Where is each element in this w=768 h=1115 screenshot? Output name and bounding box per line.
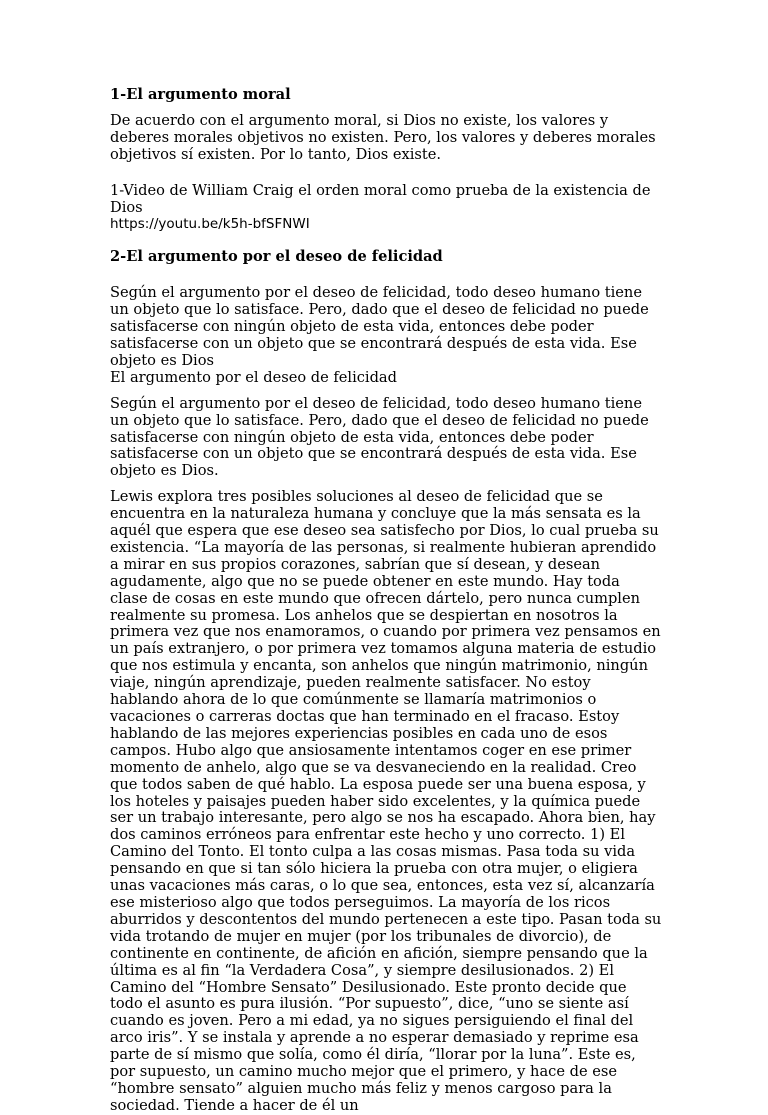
video-reference xyxy=(110,183,662,234)
paragraph-lewis: Lewis explora tres posibles soluciones al deseo de felicidad que se encuentra en la naturaleza humana y concluye que la más sensata es la aquél que espera que ese deseo sea satisfecho por Dios, lo cual prueba su existencia. “La mayoría de las personas, si realmente hubieran aprendido a mirar en sus propios corazones, sabrían que sí desean, y desean agudamente, algo que no se puede obtener en este mundo. Hay toda clase de cosas en este mundo que ofrecen dártelo, pero nunca cumplen realmente su promesa. Los anhelos que se despiertan en nosotros la primera vez que nos enamoramos, o cuando por primera vez pensamos en un país extranjero, o por primera vez tomamos alguna materia de estudio que nos estimula y encanta, son anhelos que ningún matrimonio, ningún viaje, ningún aprendizaje, pueden realmente satisfacer. No estoy hablando ahora de lo que comúnmente se llamaría matrimonios o vacaciones o carreras doctas que han terminado en el fracaso. Estoy hablando de las mejores experiencias posibles en cada uno de esos campos. Hubo algo que ansiosamente intentamos coger en ese primer momento de anhelo, algo que se va desvaneciendo en la realidad. Creo que todos saben de qué hablo. La esposa puede ser una buena esposa, y los hoteles y paisajes pueden haber sido excelentes, y la química puede ser un trabajo interesante, pero algo se nos ha escapado. Ahora bien, hay dos caminos erróneos para enfrentar este hecho y uno correcto. 1) El Camino del Tonto. El tonto culpa a las cosas mismas. Pasa toda su vida pensando en que si tan sólo hiciera la prueba con otra mujer, o eligiera unas vacaciones más caras, o lo que sea, entonces, esta vez sí, alcanzaría ese misterioso algo que todos perseguimos. La mayoría de los ricos aburridos y descontentos del mundo pertenecen a este tipo. Pasan toda su vida trotando de mujer en mujer (por los tribunales de divorcio), de continente en continente, de afición en afición, siempre pensando que la última es al fin “la Verdadera Cosa”, y siempre desilusionados. 2) El Camino del “Hombre Sensato” Desilusionado. Este pronto decide que todo el asunto es pura ilusión. “Por supuesto”, dice, “uno se siente así cuando es joven. Pero a mi edad, ya no sigues persiguiendo el final del arco iris”. Y se instala y aprende a no esperar demasiado y reprime esa parte de sí mismo que solía, como él diría, “llorar por la luna”. Este es, por supuesto, un camino mucho mejor que el primero, y hace de ese “hombre sensato” alguien mucho más feliz y menos cargoso para la sociedad. Tiende a hacer de él un xyxy=(110,488,662,1114)
document-body xyxy=(110,87,662,1115)
video-label: 1-Video de William Craig el orden moral como prueba de la existencia de Dios xyxy=(110,181,651,216)
video-link[interactable]: https://youtu.be/k5h-bfSFNWI xyxy=(110,216,310,233)
section-heading-moral-argument: 1-El argumento moral xyxy=(110,86,291,103)
subtitle-desire-argument: El argumento por el deseo de felicidad xyxy=(110,368,397,386)
paragraph-moral-argument: De acuerdo con el argumento moral, si Dios no existe, los valores y deberes morales objetivos no existen. Pero, los valores y deberes morales objetivos sí existen. Por lo tanto, Dios existe. xyxy=(110,111,656,163)
paragraph-desire-argument-2: Según el argumento por el deseo de felicidad, todo deseo humano tiene un objeto que lo satisface. Pero, dado que el deseo de felicidad no puede satisfacerse con ningún objeto de esta vida, entonces debe poder satisfacerse con un objeto que se encontrará después de esta vida. Ese objeto es Dios. xyxy=(110,394,649,480)
paragraph-desire-argument-1: Según el argumento por el deseo de felicidad, todo deseo humano tiene un objeto que lo satisface. Pero, dado que el deseo de felicidad no puede satisfacerse con ningún objeto de esta vida, entonces debe poder satisfacerse con un objeto que se encontrará después de esta vida. Ese objeto es Dios xyxy=(110,284,649,369)
section-heading-desire-argument: 2-El argumento por el deseo de felicidad xyxy=(110,248,443,266)
